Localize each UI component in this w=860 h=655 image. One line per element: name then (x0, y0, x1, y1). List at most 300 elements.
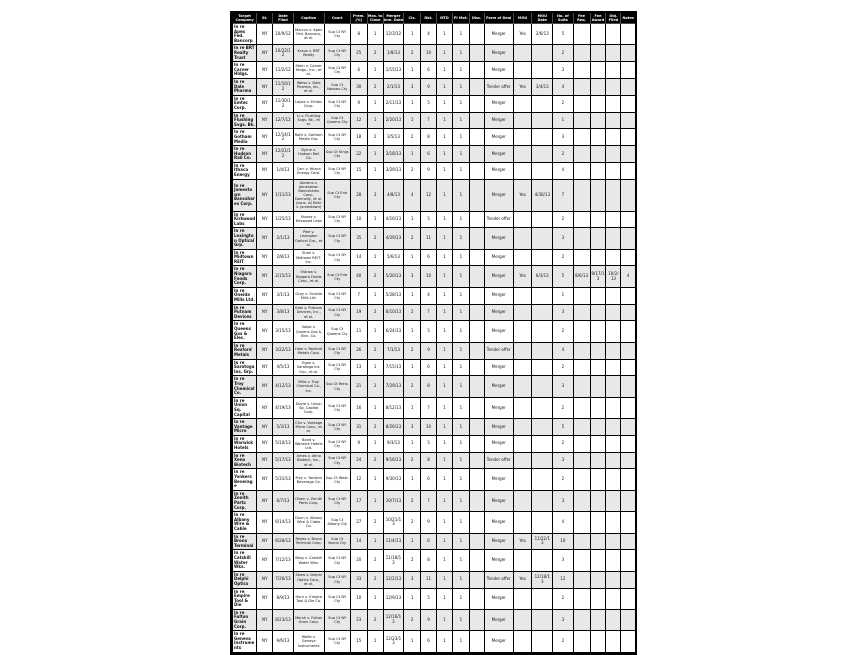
cell: Sup Ct NY Cty (324, 419, 350, 436)
cell: Dunn v. Albany Wire & Cable Co. (293, 512, 324, 533)
cell: Merger (484, 631, 513, 653)
column-header: MTD (437, 12, 453, 24)
cell (606, 112, 621, 129)
cell (621, 452, 636, 469)
cell (532, 490, 553, 511)
cell (513, 95, 532, 112)
cell: 8 (421, 550, 437, 571)
cell (532, 588, 553, 609)
cell: 1 (452, 228, 469, 249)
cell (590, 321, 606, 342)
cell: 1 (404, 112, 421, 129)
cell: 1 (452, 112, 469, 129)
cell (606, 129, 621, 146)
cell: 12/18/13 (532, 571, 553, 588)
cell: 5 (553, 419, 574, 436)
cell (621, 211, 636, 228)
cell (469, 321, 484, 342)
cell (573, 179, 590, 211)
cell (532, 62, 553, 79)
cell: 11 (421, 571, 437, 588)
cell: 9/6/13 (273, 631, 294, 653)
cell: 23 (350, 609, 367, 630)
cell: 8 (421, 452, 437, 469)
cell (532, 45, 553, 62)
cell: 2/1/13 (383, 78, 404, 95)
cell (590, 571, 606, 588)
cell: In re Dale Pharma (232, 78, 257, 95)
cell (573, 112, 590, 129)
cell: 7/26/13 (273, 571, 294, 588)
cell: Carr v. Ithaca Energy Corp. (293, 162, 324, 179)
cell: 3 (553, 490, 574, 511)
cell: 2 (553, 146, 574, 163)
cell: Li v. Flushing Svgs. Bk., et al. (293, 112, 324, 129)
cell (513, 342, 532, 359)
cell: NY (257, 397, 273, 418)
cell: 5/10/13 (273, 435, 294, 452)
cell: Merger (484, 287, 513, 304)
cell (606, 304, 621, 321)
cell: 1 (367, 62, 383, 79)
cell: 8 (421, 376, 437, 397)
cell (532, 249, 553, 266)
cell: 3/15/13 (273, 321, 294, 342)
cell: 10 (421, 266, 437, 287)
cell: Sup Ct Erie Cty (324, 179, 350, 211)
cell: 1 (452, 397, 469, 418)
table-row (232, 490, 637, 511)
cell: 1 (452, 490, 469, 511)
cell: NY (257, 146, 273, 163)
cell: 2/8/13 (273, 249, 294, 266)
cell (573, 631, 590, 653)
cell: Merger (484, 550, 513, 571)
column-header: MOU (513, 12, 532, 24)
cell (606, 211, 621, 228)
cell: In re Catskill Water Wks. (232, 550, 257, 571)
cell: 1 (437, 490, 453, 511)
cell: 3/18/13 (383, 146, 404, 163)
cell: 1 (452, 631, 469, 653)
cell: 2 (553, 397, 574, 418)
cell: 2 (367, 609, 383, 630)
cell (532, 376, 553, 397)
cell (590, 609, 606, 630)
cell: NY (257, 112, 273, 129)
cell: 2 (553, 45, 574, 62)
table-row (232, 211, 637, 228)
cell: 6 (421, 631, 437, 653)
cell (469, 287, 484, 304)
cell: 2/11/13 (383, 95, 404, 112)
cell (513, 112, 532, 129)
cell: 1 (437, 376, 453, 397)
cell (532, 287, 553, 304)
cell: Merger (484, 435, 513, 452)
cell: NY (257, 435, 273, 452)
cell: Yes (513, 78, 532, 95)
cell (621, 162, 636, 179)
cell: Sup Ct NY Cty (324, 228, 350, 249)
cell: 11 (350, 321, 367, 342)
cell: 1 (404, 397, 421, 418)
column-header: Mos. to Close (367, 14, 383, 23)
cell: Wolfe v. Geneva Instruments (293, 631, 324, 653)
table-row (232, 304, 637, 321)
cell (606, 146, 621, 163)
cell (469, 45, 484, 62)
cell (532, 304, 553, 321)
cell: NY (257, 376, 273, 397)
cell: 1 (367, 24, 383, 45)
cell: 7 (421, 397, 437, 418)
cell (590, 211, 606, 228)
cell: 19 (350, 304, 367, 321)
cell: 4/29/13 (383, 228, 404, 249)
cell: 11/22/13 (532, 533, 553, 550)
cell: Merger (484, 146, 513, 163)
cell: In re Jamestown Bancshares Corp. (232, 179, 257, 211)
cell: In re Vantage Micro (232, 419, 257, 436)
cell: In re Carver Hldgs. (232, 62, 257, 79)
cell: 8/23/13 (273, 609, 294, 630)
cell: 10/7/13 (383, 490, 404, 511)
cell: 1 (367, 112, 383, 129)
cell (621, 129, 636, 146)
cell: 2 (404, 129, 421, 146)
cell: 24 (350, 452, 367, 469)
cell: Sup Ct NY Cty (324, 397, 350, 418)
cell: Horn v. Empire Tool & Die Co. (293, 588, 324, 609)
cell: 3 (553, 609, 574, 630)
cell: In re Geneva Instruments (232, 631, 257, 653)
cell: 4 (553, 342, 574, 359)
cell: In re Delphi Optics (232, 571, 257, 588)
cell: 1 (437, 533, 453, 550)
cell: In re Rexford Metals (232, 342, 257, 359)
cell: Stein v. Carver Hldgs., Inc., et al. (293, 62, 324, 79)
cell: Nunez v. Kirkwood Labs (293, 211, 324, 228)
cell: 11/2/12 (273, 62, 294, 79)
cell: 9 (350, 435, 367, 452)
cell: 11/18/13 (383, 550, 404, 571)
cell: Sup Ct NY Cty (324, 304, 350, 321)
table-row (232, 78, 637, 95)
cell: 1 (367, 469, 383, 490)
cell (621, 287, 636, 304)
cell (513, 162, 532, 179)
column-header: Fee Req. (573, 12, 590, 24)
cell: Sup Ct NY Cty (324, 609, 350, 630)
cell: 3 (553, 550, 574, 571)
cell: 6/28/13 (273, 533, 294, 550)
cell (513, 228, 532, 249)
column-header: Prem. (%) (350, 12, 367, 24)
cell: 1 (437, 211, 453, 228)
cell: Merger (484, 95, 513, 112)
cell: 1 (452, 571, 469, 588)
cell: NY (257, 512, 273, 533)
cell: 1/4/13 (273, 162, 294, 179)
cell: 10 (421, 45, 437, 62)
cell: 2 (367, 78, 383, 95)
column-header: Merger Ann. Date (383, 14, 404, 23)
cell (513, 249, 532, 266)
cell: 1/15/13 (383, 62, 404, 79)
cell (513, 129, 532, 146)
cell: 1 (404, 62, 421, 79)
cell: 6/7/13 (273, 490, 294, 511)
cell: NY (257, 533, 273, 550)
cell (606, 321, 621, 342)
cell (590, 112, 606, 129)
cell: 1 (452, 376, 469, 397)
cell: 1 (437, 609, 453, 630)
cell: Sup Ct NY Cty (324, 24, 350, 45)
cell: 11 (421, 228, 437, 249)
cell: 30 (350, 78, 367, 95)
cell (590, 419, 606, 436)
cell: 1 (404, 249, 421, 266)
cell: 4 (553, 162, 574, 179)
cell: 1 (452, 45, 469, 62)
cell: 12/7/12 (273, 112, 294, 129)
cell: 2 (367, 228, 383, 249)
cell: Kraus v. BRT Realty (293, 45, 324, 62)
cell: Sup Ct NY Cty (324, 62, 350, 79)
cell: NY (257, 62, 273, 79)
cell: In re Apex Fed. Bancorp (232, 24, 257, 45)
cell: 2 (367, 45, 383, 62)
cell: Sup Ct NY Cty (324, 588, 350, 609)
cell: 7 (553, 179, 574, 211)
cell: 11/30/12 (273, 95, 294, 112)
cell: 3 (553, 129, 574, 146)
cell: 2 (404, 550, 421, 571)
cell: 2 (367, 571, 383, 588)
cell: Merger (484, 162, 513, 179)
cell: 3 (553, 304, 574, 321)
cell: 7/29/13 (383, 376, 404, 397)
cell (606, 249, 621, 266)
cell: 1 (452, 550, 469, 571)
cell: 1 (367, 490, 383, 511)
cell: Merger (484, 376, 513, 397)
cell: 1 (437, 162, 453, 179)
cell: 21 (350, 376, 367, 397)
cell: 5 (421, 211, 437, 228)
cell: 6 (350, 62, 367, 79)
cell: 3/1/13 (273, 287, 294, 304)
cell (590, 359, 606, 376)
table-row (232, 321, 637, 342)
cell: Yes (513, 571, 532, 588)
cell: 2 (553, 359, 574, 376)
cell: In re Queens Gas & Elec. (232, 321, 257, 342)
cell (590, 452, 606, 469)
cell: 9/3/13 (383, 435, 404, 452)
cell: 6/24/13 (383, 321, 404, 342)
cell (573, 211, 590, 228)
cell (590, 146, 606, 163)
cell: Merger (484, 533, 513, 550)
cell (469, 266, 484, 287)
cell: Sup Ct NY Cty (324, 435, 350, 452)
cell: 1 (452, 469, 469, 490)
cell: Volpe v. Queens Gas & Elec. Co. (293, 321, 324, 342)
cell (573, 550, 590, 571)
cell (606, 179, 621, 211)
cell (621, 112, 636, 129)
cell: Frey v. Yonkers Beverage Co. (293, 469, 324, 490)
cell: 1 (437, 228, 453, 249)
cell (621, 609, 636, 630)
table-row (232, 435, 637, 452)
cell: 3/22/13 (273, 342, 294, 359)
cell: Sup Ct NY Cty (324, 45, 350, 62)
cell (590, 469, 606, 490)
cell: NY (257, 179, 273, 211)
cell (469, 129, 484, 146)
cell (606, 359, 621, 376)
cell: 1 (367, 95, 383, 112)
cell: 12 (421, 179, 437, 211)
cell: 2 (367, 129, 383, 146)
cell (573, 342, 590, 359)
cell (590, 62, 606, 79)
cell: Hale v. Rexford Metals Corp. (293, 342, 324, 359)
cell (573, 62, 590, 79)
cell: 8/6/13 (573, 266, 590, 287)
cell: NY (257, 419, 273, 436)
column-header: Dkt. (421, 12, 437, 24)
cell: Sup Ct NY Cty (324, 162, 350, 179)
cell: 2 (404, 376, 421, 397)
cell (469, 397, 484, 418)
cell: Merger (484, 609, 513, 630)
cell: 2 (404, 45, 421, 62)
cell: 2 (404, 304, 421, 321)
cell: Sup Ct Queens Cty (324, 321, 350, 342)
cell: In re Union Sq. Capital (232, 397, 257, 418)
cell (590, 490, 606, 511)
header-row (232, 12, 637, 24)
cell (469, 359, 484, 376)
cell (621, 359, 636, 376)
cell (573, 469, 590, 490)
cell (532, 342, 553, 359)
cell (513, 376, 532, 397)
cell (469, 435, 484, 452)
cell: 7/15/13 (383, 359, 404, 376)
cell: In re Empire Tool & Die (232, 588, 257, 609)
cell (621, 550, 636, 571)
column-header: No. of Suits (553, 12, 574, 24)
cell: Sup Ct NY Cty (324, 211, 350, 228)
cell: Reyes v. Bronx Terminal Corp. (293, 533, 324, 550)
cell: 4/12/13 (273, 376, 294, 397)
cell: 3 (553, 62, 574, 79)
cell: Merger (484, 512, 513, 533)
cell: 1 (437, 249, 453, 266)
cell: Pike v. Lexington Optical Grp., et al. (293, 228, 324, 249)
cell: 6 (421, 359, 437, 376)
cell: 10/2/13 (606, 266, 621, 287)
cell: 5/6/13 (383, 249, 404, 266)
cell (573, 228, 590, 249)
cell: In re Zenith Parts Corp. (232, 490, 257, 511)
table-row (232, 162, 637, 179)
table-row (232, 24, 637, 45)
cell (606, 490, 621, 511)
cell: Sup Ct Queens Cty (324, 112, 350, 129)
cell: In re Albany Wire & Cable (232, 512, 257, 533)
cell: Ostrow v. Niagara Foods Corp., et al. (293, 266, 324, 287)
cell: 1 (437, 179, 453, 211)
cell: NY (257, 266, 273, 287)
cell: 2 (553, 211, 574, 228)
table-row (232, 266, 637, 287)
cell: 2 (404, 490, 421, 511)
table-row (232, 469, 637, 490)
cell (621, 571, 636, 588)
cell: 1 (437, 550, 453, 571)
cell: 12/3/12 (383, 24, 404, 45)
cell: 33 (350, 571, 367, 588)
cell (621, 228, 636, 249)
table-row (232, 452, 637, 469)
cell: In re Yonkers Beverage (232, 469, 257, 490)
cell (532, 321, 553, 342)
cell (573, 571, 590, 588)
cell: 7/12/13 (273, 550, 294, 571)
cell (469, 211, 484, 228)
cell: Tender offer (484, 78, 513, 95)
cell (621, 321, 636, 342)
cell: Merger (484, 588, 513, 609)
cell: Yes (513, 533, 532, 550)
cell: 3 (404, 78, 421, 95)
cell (590, 588, 606, 609)
cell: 1 (553, 112, 574, 129)
cell (573, 397, 590, 418)
cell: Sup Ct NY Cty (324, 342, 350, 359)
cell: In re BRT Realty Trust (232, 45, 257, 62)
cell (469, 631, 484, 653)
cell: 2/6/13 (532, 24, 553, 45)
cell: Merger (484, 304, 513, 321)
cell: 3 (553, 452, 574, 469)
cell: 5 (553, 24, 574, 45)
cell: 2 (553, 249, 574, 266)
cell: Chu v. Vantage Micro Corp., et al. (293, 419, 324, 436)
column-header: Disc. (469, 12, 484, 24)
cell: 2 (367, 512, 383, 533)
table-row (232, 62, 637, 79)
cell: NY (257, 287, 273, 304)
cell: 1 (452, 321, 469, 342)
cell: Tender offer (484, 571, 513, 588)
cell (590, 342, 606, 359)
cell: 35 (350, 228, 367, 249)
cell: 1 (367, 533, 383, 550)
cell: Merger (484, 45, 513, 62)
cell (606, 45, 621, 62)
cell: 1 (437, 435, 453, 452)
cell: 1 (437, 112, 453, 129)
cell: Merger (484, 397, 513, 418)
